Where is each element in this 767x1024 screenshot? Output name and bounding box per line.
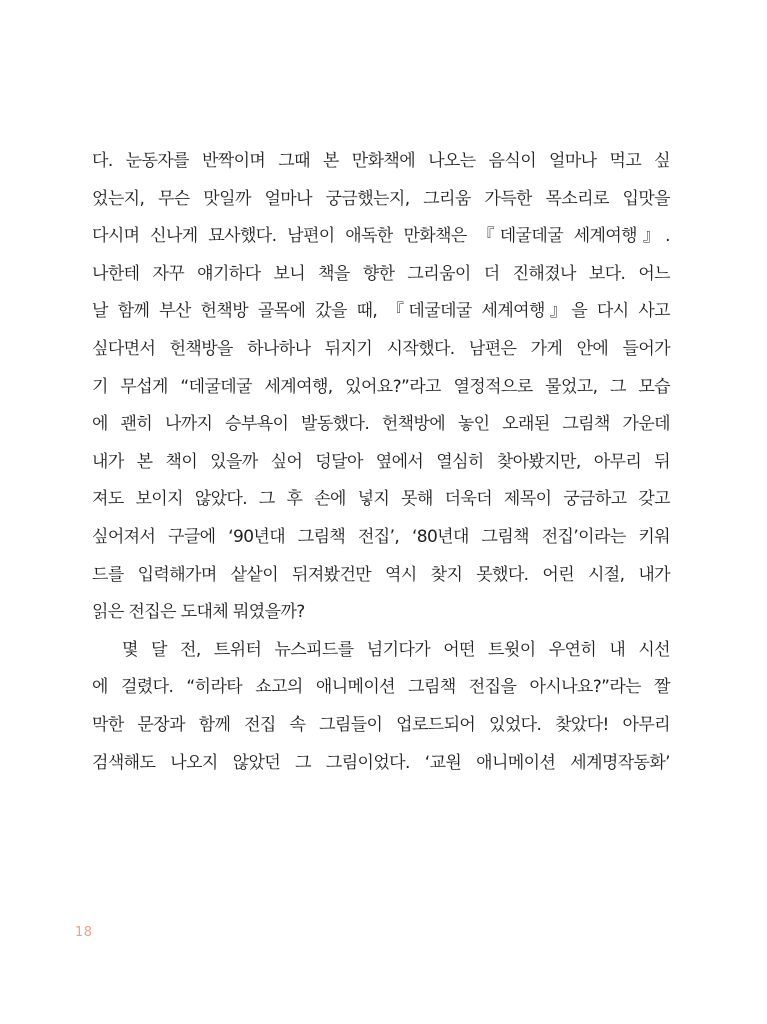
- text-line: 드를 입력해가며 샅샅이 뒤져봤건만 역시 찾지 못했다. 어린 시절, 내가: [92, 564, 670, 585]
- text-line: 었는지, 무슨 맛일까 얼마나 궁금했는지, 그리움 가득한 목소리로 입맛을: [92, 188, 670, 209]
- text-line: 나한테 자꾸 얘기하다 보니 책을 향한 그리움이 더 진해졌나 보다. 어느: [92, 263, 670, 284]
- text-line: 내가 본 책이 있을까 싶어 덩달아 옆에서 열심히 찾아봤지만, 아무리 뒤: [92, 451, 670, 472]
- text-line: 검색해도 나오지 않았던 그 그림이었다. ‘교원 애니메이션 세계명작동화’: [92, 752, 670, 773]
- text-line: 싶다면서 헌책방을 하나하나 뒤지기 시작했다. 남편은 가게 안에 들어가: [92, 338, 670, 359]
- text-line: 져도 보이지 않았다. 그 후 손에 넣지 못해 더욱더 제목이 궁금하고 갖고: [92, 489, 670, 510]
- text-line: 기 무섭게 “데굴데굴 세계여행, 있어요?”라고 열정적으로 물었고, 그 모습: [92, 376, 670, 397]
- paragraph-end-line: 읽은 전집은 도대체 뭐였을까?: [92, 602, 305, 623]
- text-line: 다시며 신나게 묘사했다. 남편이 애독한 만화책은 『데굴데굴 세계여행』.: [92, 226, 670, 247]
- text-line: 에 걸렸다. “히라타 쇼고의 애니메이션 그림책 전집을 아시나요?”라는 짤: [92, 677, 670, 698]
- text-line: 다. 눈동자를 반짝이며 그때 본 만화책에 나오는 음식이 얼마나 먹고 싶: [92, 151, 670, 171]
- body-text: [92, 146, 670, 785]
- text-line: 날 함께 부산 헌책방 골목에 갔을 때, 『데굴데굴 세계여행』을 다시 사고: [92, 301, 670, 322]
- page-number: 18: [75, 925, 93, 940]
- paragraph-start-line: 몇 달 전, 트위터 뉴스피드를 넘기다가 어떤 트윗이 우연히 내 시선: [122, 639, 670, 660]
- text-line: 에 괜히 나까지 승부욕이 발동했다. 헌책방에 놓인 오래된 그림책 가운데: [92, 414, 670, 435]
- text-line: 막한 문장과 함께 전집 속 그림들이 업로드되어 있었다. 찾았다! 아무리: [92, 714, 670, 735]
- text-line: 싶어져서 구글에 ‘90년대 그림책 전집’, ‘80년대 그림책 전집’이라는 키워: [92, 526, 670, 547]
